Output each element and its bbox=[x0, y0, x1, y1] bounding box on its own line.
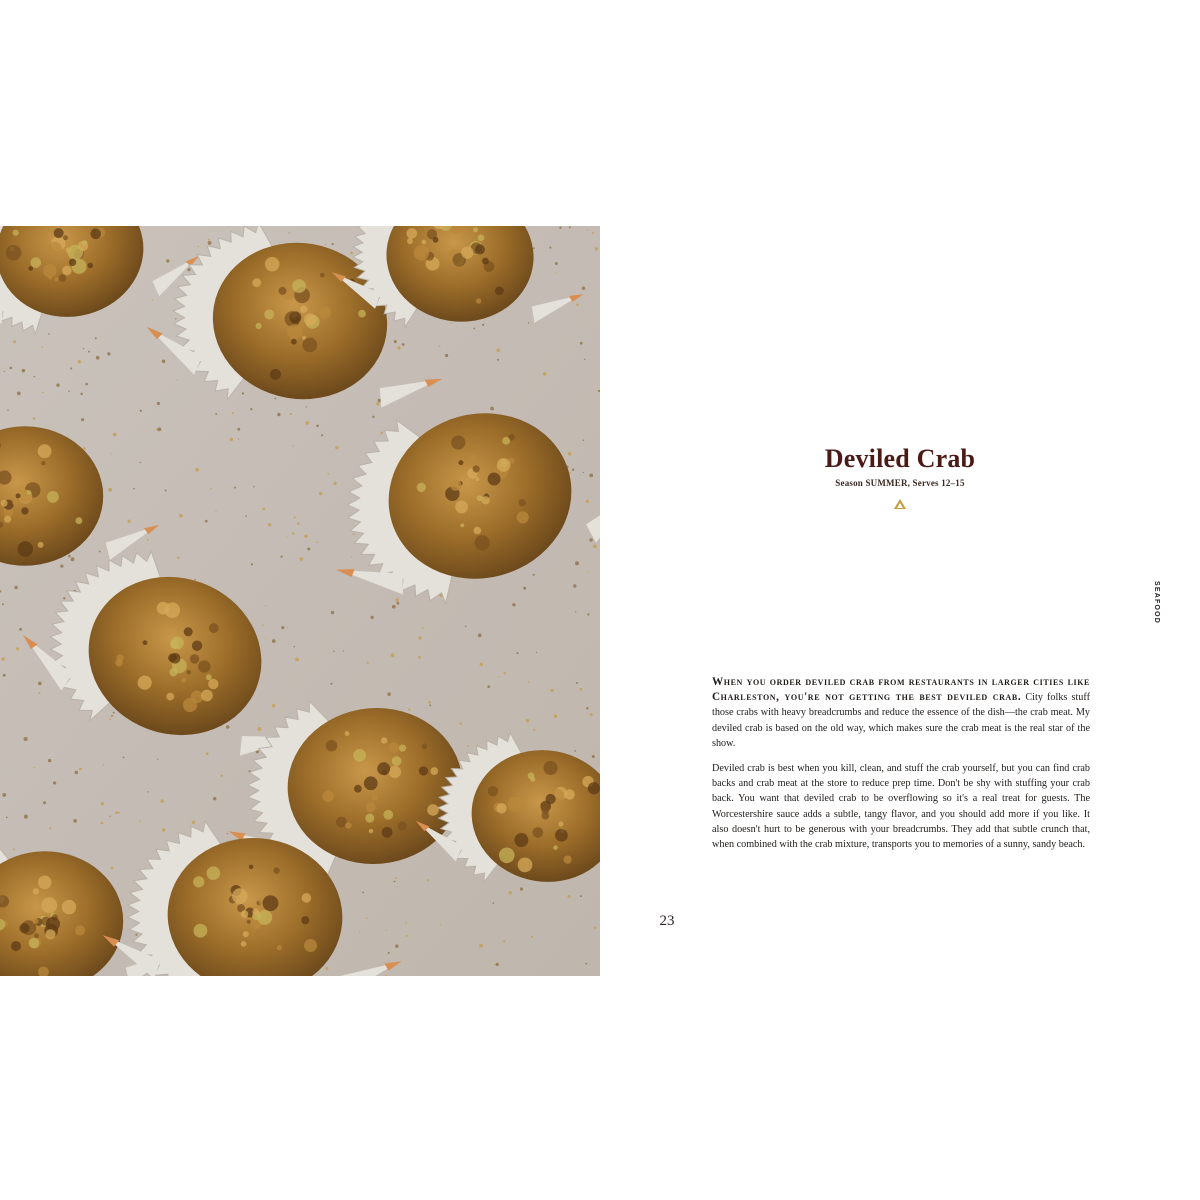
crumb bbox=[10, 367, 13, 370]
crumb bbox=[576, 682, 578, 684]
crumb bbox=[367, 662, 369, 664]
crumb bbox=[250, 408, 252, 410]
crumb bbox=[467, 745, 469, 747]
crumb bbox=[78, 360, 81, 363]
crumb bbox=[589, 538, 592, 541]
triangle-ornament-icon bbox=[893, 498, 907, 510]
crumb bbox=[24, 815, 28, 819]
crumb bbox=[405, 922, 407, 924]
crumb bbox=[366, 917, 368, 919]
crumb bbox=[109, 718, 111, 720]
recipe-intro bbox=[712, 675, 1090, 862]
crumb bbox=[251, 563, 253, 565]
crumb bbox=[573, 584, 576, 587]
crumb bbox=[179, 514, 183, 518]
crumb bbox=[262, 624, 264, 626]
crumb bbox=[523, 587, 526, 590]
crumb bbox=[128, 520, 131, 523]
crumb bbox=[497, 359, 499, 361]
crumb bbox=[280, 555, 282, 557]
crumb bbox=[42, 346, 43, 347]
crumb bbox=[381, 431, 383, 433]
crumb bbox=[157, 427, 161, 431]
crumb bbox=[34, 767, 36, 769]
crumb bbox=[1, 657, 4, 660]
crumb bbox=[494, 964, 495, 965]
crumb bbox=[531, 936, 533, 938]
crumb bbox=[152, 300, 153, 301]
crumb bbox=[316, 425, 319, 428]
crumb bbox=[6, 817, 8, 819]
crumb bbox=[327, 473, 329, 475]
crumb bbox=[177, 379, 178, 380]
crumb bbox=[297, 522, 300, 525]
crumb bbox=[450, 322, 452, 324]
crumb bbox=[258, 727, 262, 731]
crumb bbox=[575, 611, 576, 612]
crumb bbox=[166, 259, 169, 262]
crumb bbox=[333, 482, 336, 485]
crumb bbox=[575, 561, 579, 565]
crumb bbox=[533, 247, 535, 249]
crumb bbox=[465, 626, 467, 628]
crumb bbox=[162, 360, 166, 364]
crab-photo-illustration bbox=[0, 226, 600, 976]
crumb bbox=[333, 651, 335, 653]
crumb bbox=[378, 399, 381, 402]
crumb bbox=[385, 930, 386, 931]
crumb bbox=[81, 418, 84, 421]
crumb bbox=[480, 663, 484, 667]
crumb bbox=[262, 508, 265, 511]
crumb bbox=[139, 820, 141, 822]
crumb bbox=[265, 605, 266, 606]
crumb bbox=[590, 713, 593, 716]
crumb bbox=[213, 797, 216, 800]
crumb bbox=[194, 579, 196, 581]
crumb bbox=[290, 413, 292, 415]
crumb bbox=[206, 752, 209, 755]
recipe-meta: Season SUMMER, Serves 12–15 bbox=[835, 478, 965, 488]
crumb bbox=[210, 488, 211, 489]
crumb bbox=[160, 799, 164, 803]
crumb bbox=[48, 759, 51, 762]
crumb bbox=[427, 879, 429, 881]
crumb bbox=[595, 247, 598, 250]
crumb bbox=[533, 729, 535, 731]
crumb bbox=[394, 340, 397, 343]
crumb bbox=[536, 652, 537, 653]
crumb bbox=[60, 564, 63, 567]
crumb bbox=[135, 934, 137, 936]
crumb bbox=[325, 244, 327, 246]
crumb bbox=[195, 468, 199, 472]
crumb bbox=[394, 881, 396, 883]
crumb bbox=[198, 246, 199, 247]
crumb bbox=[335, 446, 338, 449]
crumb bbox=[528, 322, 530, 324]
crumb bbox=[4, 371, 5, 372]
crumb bbox=[111, 715, 113, 717]
crumb bbox=[387, 692, 391, 696]
crumb bbox=[162, 828, 165, 831]
crumb bbox=[568, 895, 571, 898]
crumb bbox=[395, 944, 398, 947]
crumb bbox=[576, 303, 579, 306]
crumb bbox=[395, 877, 397, 879]
crumb bbox=[440, 924, 441, 925]
crumb bbox=[330, 683, 332, 685]
crumb bbox=[396, 602, 399, 605]
crumb bbox=[230, 437, 234, 441]
crumb bbox=[238, 438, 239, 439]
crumb bbox=[528, 681, 530, 683]
crumb bbox=[429, 704, 431, 706]
crumb bbox=[48, 333, 50, 335]
crumb bbox=[543, 372, 547, 376]
crumb bbox=[331, 611, 334, 614]
crumb bbox=[580, 895, 582, 897]
crumb bbox=[13, 340, 16, 343]
crumb bbox=[192, 821, 195, 824]
crumb bbox=[343, 650, 344, 651]
crumb bbox=[75, 771, 79, 775]
crumb bbox=[459, 722, 462, 725]
crumb bbox=[71, 557, 75, 561]
crumb bbox=[326, 967, 329, 970]
crumb bbox=[101, 822, 104, 825]
crumb bbox=[319, 492, 322, 495]
crumb bbox=[490, 407, 494, 411]
crumb bbox=[3, 674, 6, 677]
crumb bbox=[586, 500, 589, 503]
crumb bbox=[7, 409, 9, 411]
crumb bbox=[17, 392, 21, 396]
crumb bbox=[253, 486, 255, 488]
crumb bbox=[43, 801, 46, 804]
crumb bbox=[549, 247, 551, 249]
crumb bbox=[559, 227, 561, 229]
crumb bbox=[113, 433, 117, 437]
crumb bbox=[232, 412, 234, 414]
crumb bbox=[95, 337, 97, 339]
crumb bbox=[307, 548, 310, 551]
crumb bbox=[359, 931, 361, 933]
crumb bbox=[580, 342, 583, 345]
crumb bbox=[22, 369, 26, 373]
deviled-crab-photo bbox=[0, 226, 600, 976]
crumb bbox=[321, 434, 323, 436]
crumb bbox=[362, 892, 364, 894]
crumb bbox=[372, 416, 374, 418]
crumb bbox=[395, 598, 399, 602]
crumb bbox=[208, 239, 210, 241]
crumb bbox=[496, 348, 500, 352]
crumb bbox=[583, 439, 585, 441]
crumb bbox=[19, 628, 22, 631]
crumb bbox=[63, 597, 65, 599]
crumb bbox=[88, 351, 90, 353]
crumb bbox=[175, 318, 177, 320]
crumb bbox=[586, 707, 589, 710]
crumb bbox=[583, 472, 584, 473]
crumb bbox=[108, 488, 112, 492]
crumb bbox=[2, 793, 6, 797]
crumb bbox=[227, 833, 228, 834]
crumb bbox=[293, 516, 295, 518]
crumb bbox=[580, 688, 583, 691]
crumb bbox=[402, 343, 405, 346]
intro-paragraph-2: Deviled crab is best when you kill, clean, and stuff the crab yourself, but you can find crab backs and crab meat at the store to reduce prep time. Don't be shy with stuffing your crab back. You want that deviled crab to be overflowing so it's a real treat for guests. The Worcestershire sauce adds a subtle, tangy flavor, and you should add more if you like. It also doesn't hurt to be generous with your breadcrumbs. They add that subtle crunch that, when combined with the crab mixture, transports you to memories of a sunny, sandy beach. bbox=[712, 763, 1090, 851]
crumb bbox=[208, 241, 212, 245]
crumb bbox=[332, 243, 334, 245]
crumb bbox=[492, 902, 494, 904]
crumb bbox=[2, 603, 4, 605]
crumb bbox=[408, 708, 411, 711]
crumb bbox=[147, 539, 149, 541]
crumb bbox=[428, 701, 431, 704]
crumb bbox=[568, 452, 572, 456]
crumb bbox=[49, 827, 51, 829]
crumb bbox=[115, 811, 118, 814]
crumb bbox=[215, 413, 217, 415]
crumb bbox=[272, 639, 276, 643]
crumb bbox=[147, 791, 149, 793]
crumb bbox=[33, 417, 36, 420]
crumb bbox=[508, 891, 511, 894]
crumb bbox=[593, 544, 597, 548]
crumb bbox=[139, 462, 141, 464]
intro-lede: When you order deviled crab from restaurants in larger cities like Charleston, you're not getting the best deviled crab. bbox=[712, 676, 1090, 704]
crumb bbox=[80, 393, 82, 395]
crumb bbox=[388, 952, 390, 954]
crumb bbox=[24, 737, 28, 741]
crumb bbox=[588, 572, 589, 573]
crumb bbox=[572, 468, 574, 470]
crumb bbox=[281, 626, 284, 629]
crumb bbox=[113, 712, 115, 714]
crumb bbox=[587, 229, 588, 230]
crumb bbox=[574, 750, 576, 752]
crumb bbox=[14, 586, 17, 589]
crumb bbox=[85, 383, 88, 386]
crumb bbox=[39, 692, 41, 694]
crumb bbox=[177, 556, 180, 559]
crumb bbox=[220, 775, 222, 777]
crumb bbox=[418, 636, 421, 639]
crumb bbox=[268, 523, 272, 527]
crumb bbox=[422, 627, 423, 628]
crumb bbox=[111, 866, 114, 869]
crumb bbox=[38, 682, 42, 686]
crumb bbox=[487, 685, 490, 688]
crumb bbox=[110, 816, 111, 817]
crumb bbox=[391, 653, 395, 657]
crumb bbox=[140, 410, 142, 412]
crumb bbox=[304, 534, 307, 537]
crumb bbox=[205, 520, 208, 523]
crumb bbox=[96, 356, 100, 360]
crumb bbox=[272, 704, 275, 707]
crumb bbox=[157, 759, 158, 760]
crumb bbox=[274, 398, 276, 400]
crumb bbox=[157, 402, 160, 405]
crumb bbox=[445, 354, 448, 357]
crumb bbox=[277, 413, 280, 416]
crumb bbox=[418, 656, 421, 659]
crumb bbox=[376, 402, 379, 405]
crumb bbox=[503, 940, 505, 942]
crumb bbox=[286, 536, 287, 537]
crumb bbox=[584, 359, 586, 361]
crumb bbox=[42, 391, 44, 393]
crumb bbox=[439, 345, 441, 347]
crumb bbox=[133, 488, 135, 490]
crumb bbox=[111, 453, 112, 454]
crumb bbox=[351, 556, 352, 557]
crumb bbox=[34, 376, 36, 378]
crumb bbox=[512, 603, 515, 606]
crumb bbox=[165, 489, 167, 491]
crumb bbox=[73, 819, 77, 823]
crumb bbox=[242, 392, 244, 394]
crumb bbox=[299, 557, 303, 561]
crumb bbox=[79, 768, 82, 771]
crumb bbox=[287, 627, 289, 629]
crumb bbox=[479, 944, 483, 948]
crumb bbox=[226, 725, 230, 729]
crumb bbox=[53, 781, 56, 784]
crumb bbox=[555, 273, 556, 274]
crumb bbox=[592, 232, 594, 234]
crumb bbox=[585, 963, 587, 965]
crumb bbox=[101, 802, 104, 805]
crumb bbox=[306, 406, 307, 407]
crumb bbox=[353, 533, 355, 535]
crumb bbox=[305, 421, 309, 425]
crumb bbox=[520, 887, 523, 890]
crumb bbox=[587, 613, 589, 615]
crumb bbox=[555, 262, 558, 265]
crumb bbox=[397, 346, 401, 350]
crumb bbox=[265, 637, 266, 638]
crumb bbox=[554, 715, 557, 718]
crumb bbox=[107, 352, 110, 355]
crumb bbox=[589, 474, 593, 478]
crumb bbox=[526, 719, 529, 722]
crumb bbox=[293, 446, 294, 447]
crumb bbox=[83, 348, 85, 350]
crumb bbox=[288, 232, 290, 234]
intro-paragraph-1 bbox=[712, 675, 1090, 751]
crumb bbox=[569, 226, 571, 228]
crumb bbox=[123, 757, 125, 759]
crumb bbox=[550, 689, 553, 692]
crumb bbox=[118, 812, 120, 814]
crumb bbox=[245, 515, 247, 517]
crumb bbox=[350, 252, 353, 255]
crumb bbox=[13, 848, 15, 850]
crumb bbox=[316, 541, 318, 543]
crumb bbox=[406, 935, 408, 937]
crumb bbox=[293, 646, 295, 648]
crumb bbox=[473, 328, 475, 330]
crumb bbox=[215, 510, 216, 511]
crumb bbox=[533, 574, 535, 576]
crumb bbox=[592, 755, 595, 758]
crumb bbox=[594, 926, 597, 929]
crumb bbox=[68, 390, 70, 392]
crumb bbox=[498, 676, 499, 677]
crumb bbox=[56, 383, 59, 386]
crumb bbox=[237, 428, 240, 431]
crumb bbox=[504, 672, 507, 675]
crumb bbox=[478, 634, 482, 638]
crumb bbox=[16, 647, 19, 650]
crumb bbox=[103, 764, 105, 766]
crumb bbox=[99, 551, 101, 553]
crumb bbox=[292, 532, 295, 535]
crumb bbox=[68, 555, 71, 558]
crumb bbox=[392, 605, 396, 609]
section-tab: SEAFOOD bbox=[1153, 581, 1160, 625]
crumb bbox=[295, 657, 299, 661]
crumb bbox=[234, 486, 236, 488]
crumb bbox=[70, 367, 72, 369]
crumb bbox=[496, 963, 499, 966]
crumb bbox=[482, 324, 484, 326]
intro-paragraph-1-rest: City folks stuff those crabs with heavy breadcrumbs and reduce the essence of the dish—the crab meat. My deviled crab is based on the old way, which makes sure the crab meat is the real star of the show. bbox=[712, 692, 1090, 749]
crumb bbox=[187, 268, 190, 271]
crumb bbox=[370, 616, 373, 619]
crumb bbox=[582, 286, 586, 290]
recipe-title: Deviled Crab bbox=[824, 444, 976, 473]
page-number: 23 bbox=[659, 913, 675, 929]
crumb bbox=[516, 652, 518, 654]
